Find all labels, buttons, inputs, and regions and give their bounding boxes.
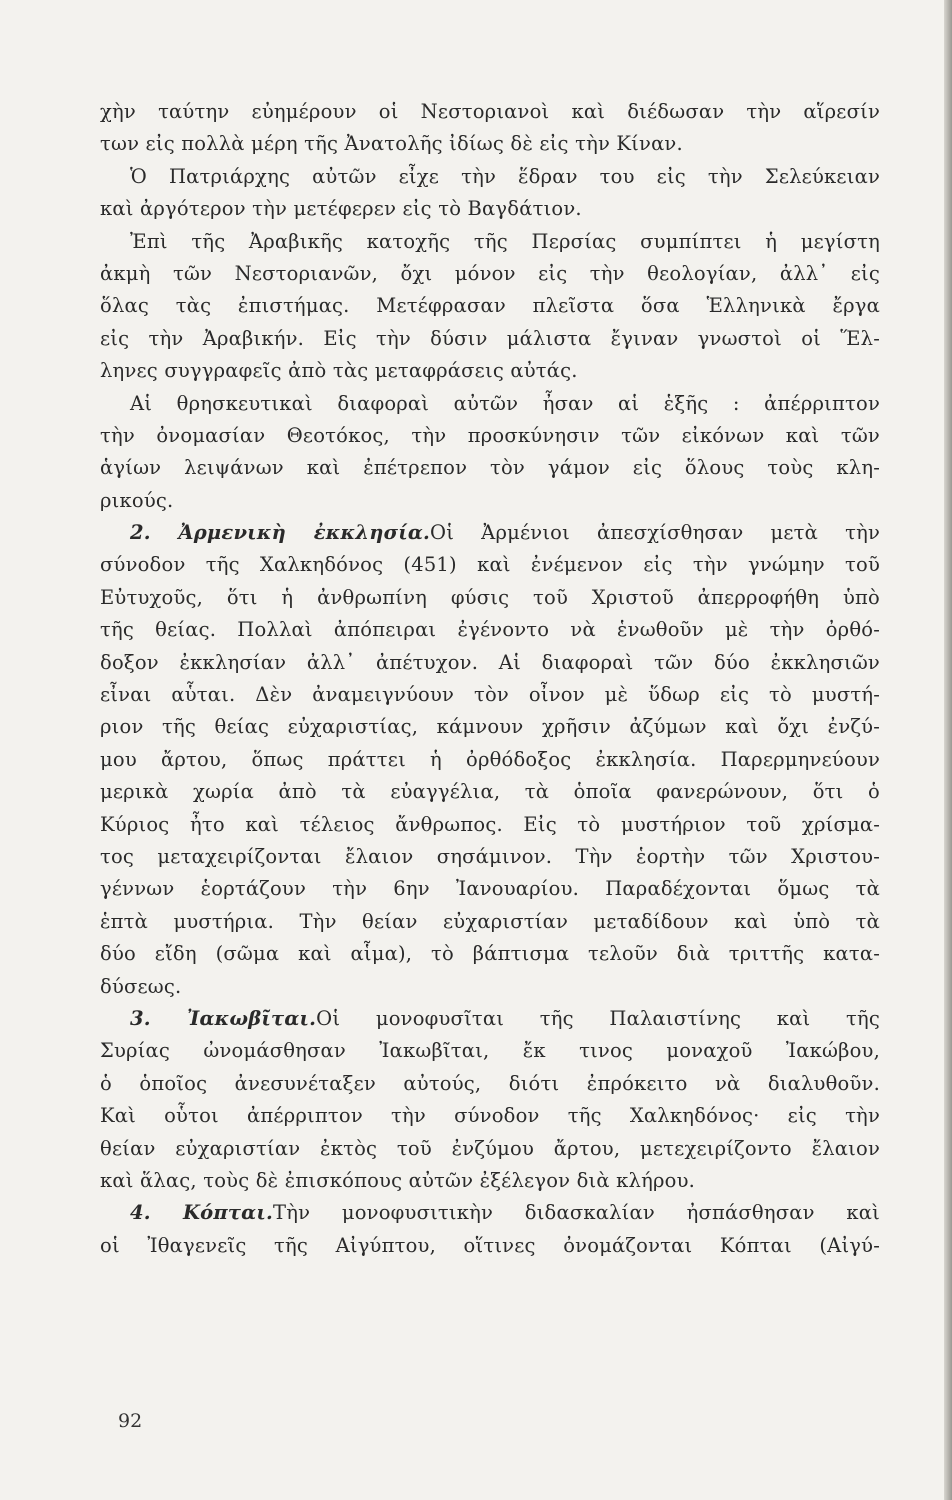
text-line	[100, 452, 880, 484]
section-heading: 2. Ἀρμενικὴ ἐκκλησία.	[130, 521, 431, 545]
text-line	[100, 226, 880, 258]
text-line	[100, 128, 880, 160]
text-line	[100, 549, 880, 581]
text-line	[100, 1035, 880, 1067]
text-line	[100, 1165, 880, 1197]
line-text: Οἱ Ἀρμένιοι ἀπεσχίσθησαν μετὰ τὴν	[430, 521, 881, 545]
line-text: Οἱ μονοφυσῖται τῆς Παλαιστίνης καὶ τῆς	[316, 1006, 880, 1030]
line-text: ἀκμὴ τῶν Νεστοριανῶν, ὄχι μόνον εἰς τὴν θεολογίαν, ἀλλ᾽ εἰς	[100, 261, 880, 285]
text-line	[100, 647, 880, 679]
text-line	[100, 161, 880, 193]
line-text: μου ἄρτου, ὅπως πράττει ἡ ὀρθόδοξος ἐκκλησία. Παρερμηνεύουν	[100, 747, 880, 771]
text-line	[100, 388, 880, 420]
text-line	[100, 711, 880, 743]
line-text: χὴν ταύτην εὐημέρουν οἱ Νεστοριανοὶ καὶ διέδωσαν τὴν αἵρεσίν	[100, 100, 880, 123]
line-text: ὁ ὁποῖος ἀνεσυνέταξεν αὐτούς, διότι ἐπρόκειτο νὰ διαλυθοῦν.	[100, 1071, 880, 1095]
line-text: θείαν εὐχαριστίαν ἐκτὸς τοῦ ἐνζύμου ἄρτου, μετεχειρίζοντο ἔλαιον	[100, 1136, 880, 1160]
text-line	[100, 1230, 880, 1262]
text-line	[100, 1133, 880, 1165]
text-line	[100, 355, 880, 387]
text-line	[100, 614, 880, 646]
text-line	[100, 485, 880, 517]
text-line	[100, 971, 880, 1003]
scan-edge	[944, 0, 952, 1500]
line-text: Συρίας ὠνομάσθησαν Ἰακωβῖται, ἔκ τινος μοναχοῦ Ἰακώβου,	[100, 1039, 880, 1063]
line-text: Εὐτυχοῦς, ὅτι ἡ ἀνθρωπίνη φύσις τοῦ Χριστοῦ ἀπερροφήθη ὑπὸ	[100, 585, 880, 609]
line-text: τὴν ὀνομασίαν Θεοτόκος, τὴν προσκύνησιν τῶν εἰκόνων καὶ τῶν	[100, 423, 880, 447]
text-line	[100, 193, 880, 225]
line-text: Αἱ θρησκευτικαὶ διαφοραὶ αὐτῶν ἦσαν αἱ ἑξῆς : ἀπέρριπτον	[130, 391, 880, 415]
line-text: γέννων ἑορτάζουν τὴν 6ην Ἰανουαρίου. Παραδέχονται ὅμως τὰ	[100, 877, 880, 901]
line-text: δοξον ἐκκλησίαν ἀλλ᾽ ἀπέτυχον. Αἱ διαφοραὶ τῶν δύο ἐκκλησιῶν	[100, 650, 880, 674]
text-line	[100, 938, 880, 970]
text-line	[100, 744, 880, 776]
line-text: οἱ Ἰθαγενεῖς τῆς Αἰγύπτου, οἵτινες ὀνομάζονται Κόπται (Αἰγύ-	[100, 1233, 880, 1257]
text-line	[100, 323, 880, 355]
line-text: ριον τῆς θείας εὐχαριστίας, κάμνουν χρῆσιν ἀζύμων καὶ ὄχι ἐνζύ-	[100, 715, 880, 739]
line-text: τος μεταχειρίζονται ἔλαιον σησάμινον. Τὴν ἑορτὴν τῶν Χριστου-	[100, 844, 880, 868]
section-heading-line	[100, 1197, 880, 1229]
line-text: δύσεως.	[100, 974, 182, 998]
text-line	[100, 906, 880, 938]
text-line	[100, 1068, 880, 1100]
text-line	[100, 96, 880, 128]
text-line	[100, 582, 880, 614]
line-text: μερικὰ χωρία ἀπὸ τὰ εὐαγγέλια, τὰ ὁποῖα φανερώνουν, ὅτι ὁ	[100, 780, 880, 804]
text-line	[100, 258, 880, 290]
line-text: σύνοδον τῆς Χαλκηδόνος (451) καὶ ἐνέμενον εἰς τὴν γνώμην τοῦ	[100, 553, 880, 577]
section-heading-line	[100, 1003, 880, 1035]
line-text: Καὶ οὗτοι ἀπέρριπτον τὴν σύνοδον τῆς Χαλκηδόνος· εἰς τὴν	[100, 1104, 880, 1128]
text-line	[100, 420, 880, 452]
line-text: καὶ ἅλας, τοὺς δὲ ἐπισκόπους αὐτῶν ἐξέλεγον διὰ κλήρου.	[100, 1168, 696, 1192]
text-line	[100, 1100, 880, 1132]
text-line	[100, 809, 880, 841]
line-text: εἰς τὴν Ἀραβικήν. Εἰς τὴν δύσιν μάλιστα ἔγιναν γνωστοὶ οἱ Ἕλ-	[100, 326, 880, 350]
line-text: ὅλας τὰς ἐπιστήμας. Μετέφρασαν πλεῖστα ὅσα Ἑλληνικὰ ἔργα	[100, 294, 880, 318]
line-text: τῆς θείας. Πολλαὶ ἀπόπειραι ἐγένοντο νὰ ἑνωθοῦν μὲ τὴν ὀρθό-	[100, 618, 880, 642]
line-text: Ἐπὶ τῆς Ἀραβικῆς κατοχῆς τῆς Περσίας συμπίπτει ἡ μεγίστη	[130, 229, 880, 253]
line-text: ἁγίων λειψάνων καὶ ἐπέτρεπον τὸν γάμον εἰς ὅλους τοὺς κλη-	[100, 456, 880, 480]
text-line	[100, 841, 880, 873]
line-text: καὶ ἀργότερον τὴν μετέφερεν εἰς τὸ Βαγδάτιον.	[100, 197, 582, 221]
line-text: ἑπτὰ μυστήρια. Τὴν θείαν εὐχαριστίαν μεταδίδουν καὶ ὑπὸ τὰ	[100, 909, 880, 933]
body-text	[100, 96, 880, 1262]
line-text: ληνες συγγραφεῖς ἀπὸ τὰς μεταφράσεις αὐτάς.	[100, 359, 578, 383]
text-line	[100, 776, 880, 808]
text-line	[100, 679, 880, 711]
line-text: των εἰς πολλὰ μέρη τῆς Ἀνατολῆς ἰδίως δὲ εἰς τὴν Κίναν.	[100, 132, 683, 156]
line-text: δύο εἴδη (σῶμα καὶ αἷμα), τὸ βάπτισμα τελοῦν διὰ τριττῆς κατα-	[100, 942, 880, 966]
line-text: Ὁ Πατριάρχης αὐτῶν εἶχε τὴν ἕδραν του εἰς τὴν Σελεύκειαν	[130, 164, 880, 188]
line-text: εἶναι αὗται. Δὲν ἀναμειγνύουν τὸν οἶνον μὲ ὕδωρ εἰς τὸ μυστή-	[100, 683, 880, 707]
page-number: 92	[118, 1410, 143, 1432]
line-text: Τὴν μονοφυσιτικὴν διδασκαλίαν ἠσπάσθησαν καὶ	[273, 1201, 880, 1225]
section-heading-line	[100, 517, 880, 549]
text-line	[100, 290, 880, 322]
line-text: ρικούς.	[100, 488, 174, 512]
section-heading: 4. Κόπται.	[130, 1201, 274, 1225]
section-heading: 3. Ἰακωβῖται.	[130, 1006, 317, 1030]
text-line	[100, 873, 880, 905]
line-text: Κύριος ἦτο καὶ τέλειος ἄνθρωπος. Εἰς τὸ μυστήριον τοῦ χρίσμα-	[100, 812, 880, 836]
